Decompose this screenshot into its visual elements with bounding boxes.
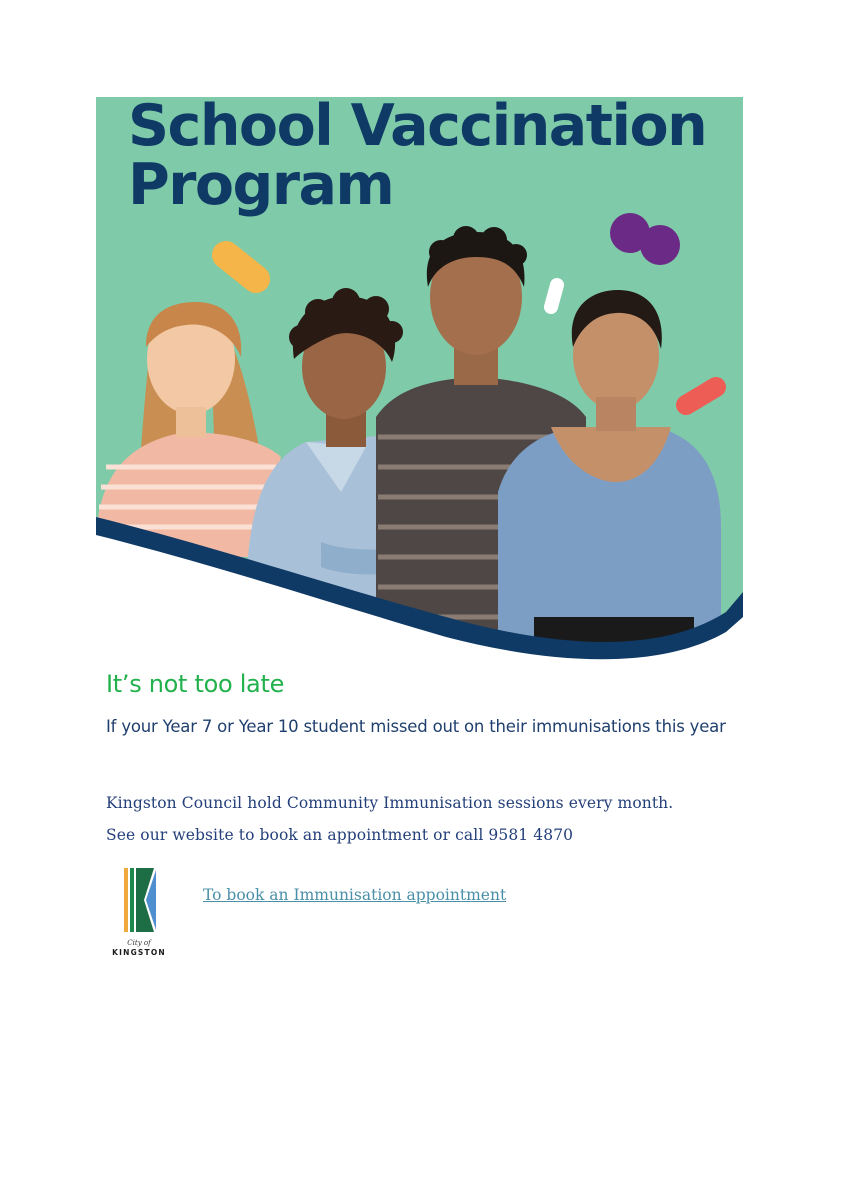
logo-caption-name: KINGSTON xyxy=(112,948,166,957)
tagline-heading: It’s not too late xyxy=(106,670,285,698)
pill-yellow-icon xyxy=(226,255,256,279)
book-appointment-link[interactable]: To book an Immunisation appointment xyxy=(203,886,507,904)
pill-white-icon xyxy=(551,285,557,307)
body-line-sessions: Kingston Council hold Community Immunisation sessions every month. xyxy=(106,794,674,812)
hero-title xyxy=(128,97,707,218)
body-text xyxy=(106,787,673,851)
body-line-contact: See our website to book an appointment or call 9581 4870 xyxy=(106,826,574,844)
hero-title-line-1: School Vaccination xyxy=(128,97,707,159)
logo-caption-city: City of xyxy=(127,939,151,947)
kingston-logo xyxy=(106,866,178,961)
kingston-logo-icon xyxy=(106,866,172,938)
hero-banner xyxy=(96,97,743,662)
subline-text: If your Year 7 or Year 10 student missed out on their immunisations this year xyxy=(106,717,726,736)
hero-title-line-2: Program xyxy=(128,152,394,218)
